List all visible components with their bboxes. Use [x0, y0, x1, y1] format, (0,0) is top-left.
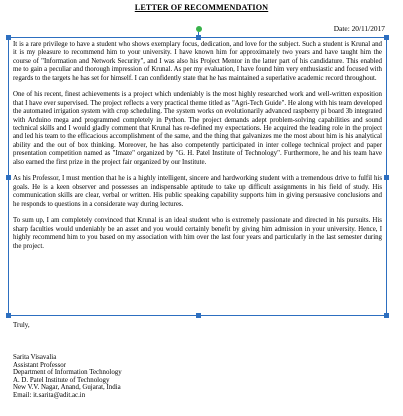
resize-handle-bottom-right[interactable] — [384, 313, 389, 318]
signer-name: Sarita Visavalia — [13, 354, 57, 361]
rotate-handle[interactable] — [196, 26, 202, 32]
paragraph-conclusion: To sum up, I am completely convinced that Krunal is an ideal student who is extremely passionate and directed in his pursuits. His sharp faculties would undeniably be an asset and you would certainly benefit by giving him admission in your university. Hence, I highly recommend him to you based on my association with him over the last four years and particularly in the last semester during the project. — [13, 217, 382, 250]
letter-body[interactable] — [13, 41, 382, 260]
signer-position: Assistant Professor — [13, 361, 67, 369]
closing-salutation: Truly, — [13, 321, 30, 329]
letter-date: Date: 20/11/2017 — [333, 24, 385, 33]
selected-text-box[interactable] — [8, 37, 387, 316]
resize-handle-right[interactable] — [384, 175, 389, 180]
resize-handle-bottom-left[interactable] — [6, 313, 11, 318]
signer-institute: A. D. Patel Institute of Technology — [13, 376, 110, 384]
paragraph-qualities: As his Professor, I must mention that he is a highly intelligent, sincere and hardworking student with a tremendous drive to fulfil his goals. He is a keen observer and possesses an indispensable aptitude to take up difficult assignments in his field of study. His communication skills are clear, verbal or written. His public speaking capability supports him in giving persuasive conclusions and he responds to questions in a considerate way during lectures. — [13, 175, 382, 208]
signature-block — [13, 354, 122, 399]
resize-handle-top-right[interactable] — [384, 35, 389, 40]
resize-handle-bottom[interactable] — [196, 313, 201, 318]
resize-handle-top[interactable] — [196, 35, 201, 40]
paragraph-introduction: It is a rare privilege to have a student who shows exemplary focus, dedication, and love for the subject. Such a student is Krunal and it is my pleasure to recommend him to your university. I have known him for approximately two years and have taught him the course of "Information and Network Security", and I was also his Project Mentor in the latter part of his candidature. This enabled me to gain a peculiar and thorough impression of Krunal. As per my evaluation, I have found him very enthusiastic and focused with regards to the targets he has set for himself. I can confidently state that he has maintained a superlative academic record throughout. — [13, 41, 382, 82]
resize-handle-left[interactable] — [6, 175, 11, 180]
signer-email: Email: it.sarita@adit.ac.in — [13, 391, 86, 399]
letter-title: LETTER OF RECOMMENDATION — [134, 3, 269, 12]
signer-department: Department of Information Technology — [13, 369, 122, 376]
signer-address: New V.V. Nagar, Anand, Gujarat, India — [13, 384, 121, 391]
resize-handle-top-left[interactable] — [6, 35, 11, 40]
paragraph-achievements: One of his recent, finest achievements is a project which undeniably is the most highly researched work and well-written exposition that I have ever supervised. The project reflects a very practical theme titled as "Agri-Tech Guide". He along with his team developed the automated irrigation system with crop scheduling. The system works on evolutionarily advanced raspberry pi board 3b integrated with Arduino mega and programmed completely in Python. The project demands adept problem-solving capabilities and sound technical skills and I would gladly comment that Krunal has re-defined my expectations. He acquired the leading role in the project and led his team to the efficacious accomplishment of the same, and the thing that galvanizes me the most about him is his analytical ability and the out of box thinking. Moreover, he has also competently participated in inter college technical project and paper presentation competition named as "Imaze" organized by "G. H. Patel Institute of Technology". Furthermore, he and his team have also earned the first prize in the project fair organized by our Institute. — [13, 91, 382, 166]
